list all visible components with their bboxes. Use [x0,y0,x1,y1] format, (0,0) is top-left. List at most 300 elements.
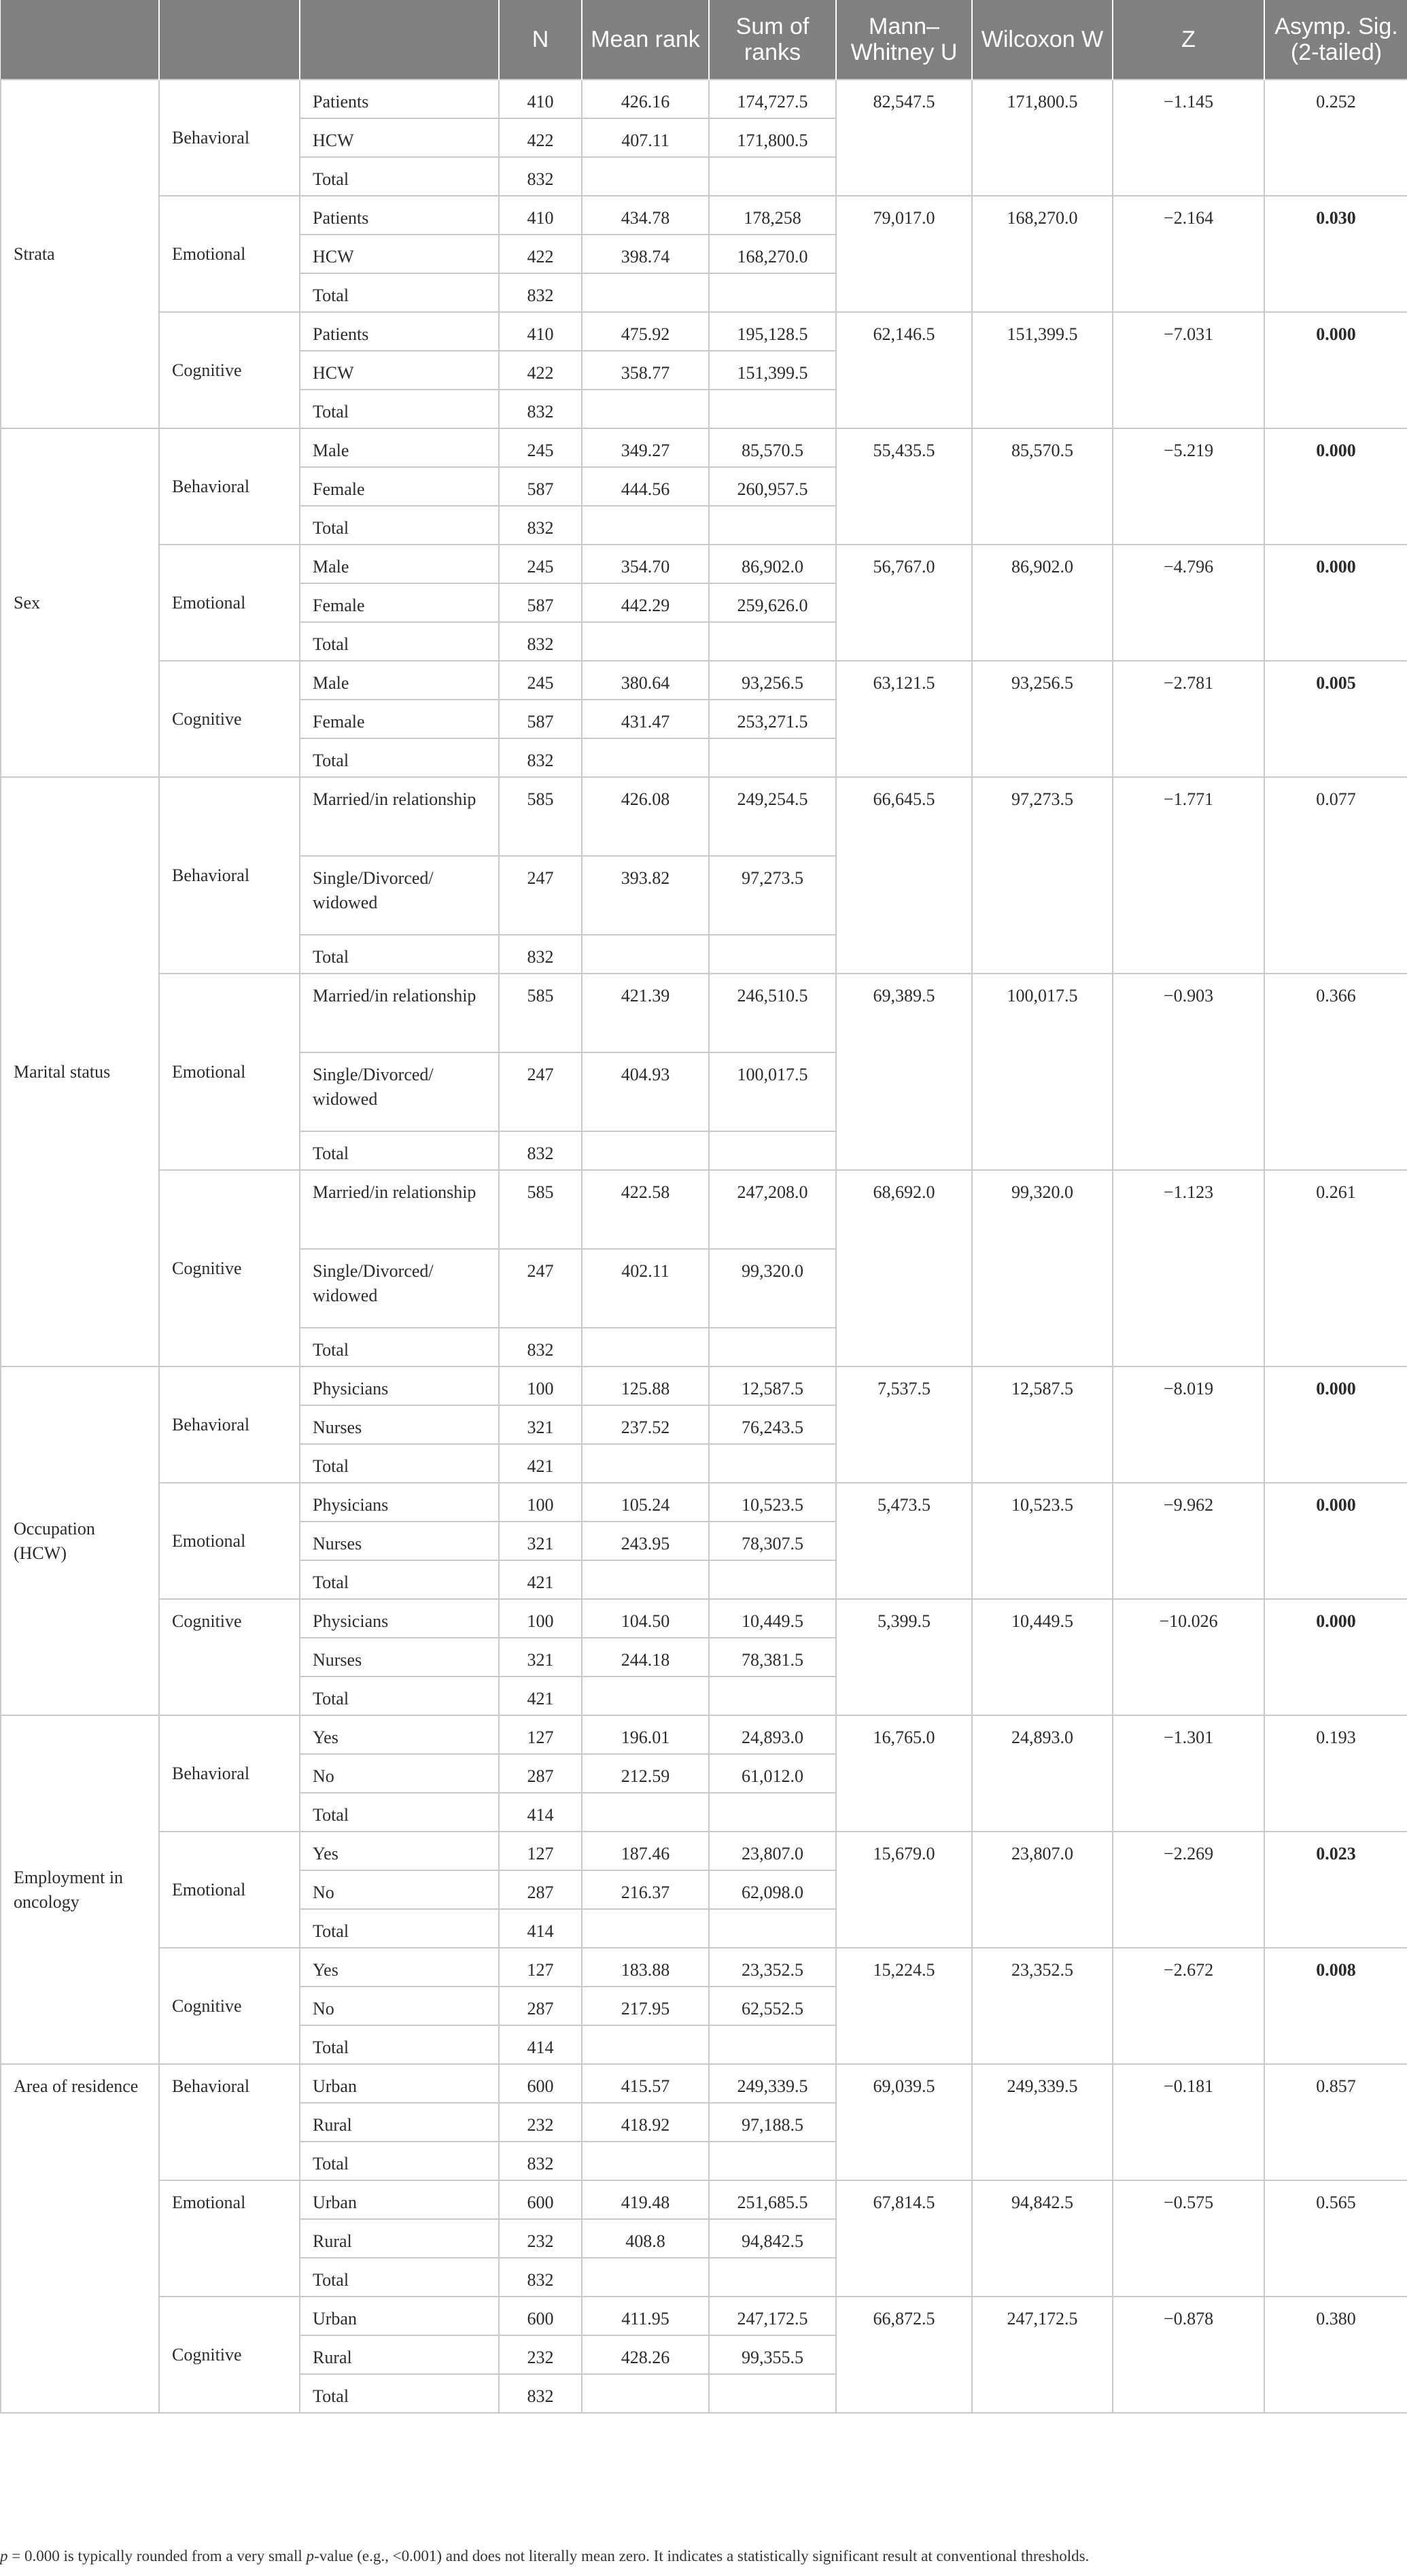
category-label: HCW [300,351,499,390]
cell-wilcoxon-w: 99,320.0 [972,1170,1113,1367]
cell-n: 422 [499,118,582,157]
cell-wilcoxon-w: 247,172.5 [972,2297,1113,2413]
cell-asymp-sig [1264,428,1407,545]
cell-mean-rank: 444.56 [582,467,709,506]
cell-asymp-sig [1264,2064,1407,2180]
table-row [1,1832,1407,1870]
cell-sum-of-ranks [709,622,836,661]
cell-n: 421 [499,1560,582,1599]
dimension-label: Cognitive [159,1948,300,2064]
cell-mean-rank [582,2374,709,2413]
cell-mean-rank: 422.58 [582,1170,709,1249]
category-label: Single/Divorced/ widowed [300,1249,499,1328]
table-row [1,974,1407,1052]
cell-n: 832 [499,2258,582,2297]
cell-wilcoxon-w: 23,352.5 [972,1948,1113,2064]
cell-n: 585 [499,777,582,856]
cell-sum-of-ranks: 62,552.5 [709,1987,836,2025]
cell-sum-of-ranks: 12,587.5 [709,1367,836,1405]
table-row [1,1599,1407,1638]
category-label: Total [300,1909,499,1948]
cell-sum-of-ranks: 168,270.0 [709,235,836,273]
cell-z: −1.771 [1113,777,1264,974]
table-row [1,777,1407,856]
cell-sum-of-ranks: 78,381.5 [709,1638,836,1677]
category-label: Single/Divorced/ widowed [300,1052,499,1131]
dimension-label: Cognitive [159,1599,300,1715]
cell-z: −0.575 [1113,2180,1264,2297]
cell-mean-rank [582,2025,709,2064]
sig-value: 0.000 [1316,324,1356,344]
cell-n: 585 [499,974,582,1052]
cell-sum-of-ranks [709,738,836,777]
cell-asymp-sig [1264,312,1407,428]
cell-mann-whitney-u: 69,389.5 [836,974,972,1170]
category-label: Rural [300,2103,499,2142]
cell-mann-whitney-u: 66,645.5 [836,777,972,974]
footnote-p-symbol-2: p [306,2547,315,2564]
cell-wilcoxon-w: 168,270.0 [972,196,1113,312]
header-n: N [499,0,582,80]
cell-sum-of-ranks: 99,320.0 [709,1249,836,1328]
cell-asymp-sig [1264,2180,1407,2297]
cell-sum-of-ranks [709,935,836,974]
cell-n: 832 [499,935,582,974]
cell-z: −1.301 [1113,1715,1264,1832]
cell-mean-rank: 411.95 [582,2297,709,2335]
dimension-label: Behavioral [159,1367,300,1483]
dimension-label: Emotional [159,974,300,1170]
cell-n: 421 [499,1677,582,1715]
dimension-label: Behavioral [159,80,300,196]
cell-mean-rank [582,1677,709,1715]
cell-wilcoxon-w: 94,842.5 [972,2180,1113,2297]
cell-n: 127 [499,1948,582,1987]
table-row [1,661,1407,700]
cell-mann-whitney-u: 79,017.0 [836,196,972,312]
cell-z: −0.878 [1113,2297,1264,2413]
cell-z: −5.219 [1113,428,1264,545]
cell-sum-of-ranks: 10,449.5 [709,1599,836,1638]
cell-n: 414 [499,1793,582,1832]
cell-sum-of-ranks: 85,570.5 [709,428,836,467]
cell-asymp-sig [1264,1832,1407,1948]
cell-sum-of-ranks: 86,902.0 [709,545,836,583]
cell-n: 287 [499,1987,582,2025]
dimension-label: Emotional [159,196,300,312]
cell-sum-of-ranks: 24,893.0 [709,1715,836,1754]
cell-mann-whitney-u: 7,537.5 [836,1367,972,1483]
group-label: Occupation (HCW) [1,1367,159,1715]
dimension-label: Emotional [159,545,300,661]
cell-wilcoxon-w: 97,273.5 [972,777,1113,974]
cell-sum-of-ranks: 251,685.5 [709,2180,836,2219]
cell-mean-rank: 380.64 [582,661,709,700]
cell-mean-rank [582,1560,709,1599]
sig-value: 0.193 [1316,1728,1356,1747]
cell-sum-of-ranks [709,1793,836,1832]
category-label: Total [300,622,499,661]
cell-n: 127 [499,1832,582,1870]
header-mann-whitney-u: Mann–Whitney U [836,0,972,80]
cell-mean-rank [582,1793,709,1832]
cell-mean-rank: 426.16 [582,80,709,118]
cell-z: −2.672 [1113,1948,1264,2064]
sig-value: 0.000 [1316,1495,1356,1515]
cell-n: 410 [499,312,582,351]
cell-mean-rank: 404.93 [582,1052,709,1131]
footnote-text-2: -value (e.g., <0.001) and does not literally mean zero. It indicates a statistically significant result at conventional thresholds. [314,2547,1090,2564]
category-label: Total [300,1328,499,1367]
cell-mean-rank: 426.08 [582,777,709,856]
cell-wilcoxon-w: 249,339.5 [972,2064,1113,2180]
sig-value: 0.261 [1316,1182,1356,1202]
cell-mean-rank: 216.37 [582,1870,709,1909]
sig-value: 0.000 [1316,441,1356,460]
cell-mean-rank: 354.70 [582,545,709,583]
table-row [1,1948,1407,1987]
cell-n: 247 [499,1249,582,1328]
cell-n: 414 [499,1909,582,1948]
table-row [1,2297,1407,2335]
header-mean-rank: Mean rank [582,0,709,80]
category-label: Nurses [300,1522,499,1560]
cell-sum-of-ranks: 61,012.0 [709,1754,836,1793]
category-label: Total [300,2374,499,2413]
cell-n: 287 [499,1754,582,1793]
cell-mean-rank: 217.95 [582,1987,709,2025]
cell-mean-rank [582,390,709,428]
cell-mean-rank: 237.52 [582,1405,709,1444]
cell-sum-of-ranks [709,390,836,428]
sig-value: 0.008 [1316,1960,1356,1980]
table-row [1,2180,1407,2219]
cell-n: 832 [499,622,582,661]
cell-mean-rank: 415.57 [582,2064,709,2103]
cell-sum-of-ranks: 174,727.5 [709,80,836,118]
table-row [1,2064,1407,2103]
sig-value: 0.857 [1316,2076,1356,2096]
cell-sum-of-ranks: 260,957.5 [709,467,836,506]
table-row [1,1715,1407,1754]
cell-n: 245 [499,545,582,583]
cell-sum-of-ranks [709,2374,836,2413]
cell-z: −2.164 [1113,196,1264,312]
cell-n: 421 [499,1444,582,1483]
table-row [1,1483,1407,1522]
cell-z: −2.781 [1113,661,1264,777]
header-blank [300,0,499,80]
cell-sum-of-ranks: 94,842.5 [709,2219,836,2258]
category-label: Total [300,273,499,312]
cell-z: −1.145 [1113,80,1264,196]
cell-n: 410 [499,196,582,235]
cell-sum-of-ranks [709,2142,836,2180]
cell-wilcoxon-w: 86,902.0 [972,545,1113,661]
cell-asymp-sig [1264,777,1407,974]
cell-asymp-sig [1264,974,1407,1170]
cell-n: 832 [499,2142,582,2180]
cell-mann-whitney-u: 5,399.5 [836,1599,972,1715]
category-label: Total [300,1444,499,1483]
footnote-text-1: = 0.000 is typically rounded from a very small [7,2547,307,2564]
cell-n: 422 [499,351,582,390]
category-label: Total [300,1560,499,1599]
cell-mean-rank: 244.18 [582,1638,709,1677]
category-label: No [300,1870,499,1909]
cell-n: 321 [499,1522,582,1560]
dimension-label: Behavioral [159,777,300,974]
category-label: Total [300,2258,499,2297]
category-label: Total [300,390,499,428]
cell-mean-rank: 419.48 [582,2180,709,2219]
cell-wilcoxon-w: 12,587.5 [972,1367,1113,1483]
sig-value: 0.077 [1316,789,1356,809]
cell-mann-whitney-u: 69,039.5 [836,2064,972,2180]
cell-sum-of-ranks [709,2258,836,2297]
category-label: Total [300,2142,499,2180]
dimension-label: Cognitive [159,312,300,428]
cell-mann-whitney-u: 56,767.0 [836,545,972,661]
cell-mean-rank [582,2142,709,2180]
cell-mean-rank: 475.92 [582,312,709,351]
category-label: Patients [300,312,499,351]
cell-mann-whitney-u: 55,435.5 [836,428,972,545]
category-label: Female [300,467,499,506]
cell-n: 414 [499,2025,582,2064]
sig-value: 0.366 [1316,986,1356,1006]
cell-mann-whitney-u: 5,473.5 [836,1483,972,1599]
cell-wilcoxon-w: 171,800.5 [972,80,1113,196]
category-label: Married/in relationship [300,974,499,1052]
cell-sum-of-ranks [709,506,836,545]
cell-mean-rank [582,1328,709,1367]
cell-mann-whitney-u: 82,547.5 [836,80,972,196]
cell-mann-whitney-u: 68,692.0 [836,1170,972,1367]
cell-z: −0.903 [1113,974,1264,1170]
cell-asymp-sig [1264,545,1407,661]
category-label: Married/in relationship [300,1170,499,1249]
category-label: Female [300,700,499,738]
cell-n: 832 [499,1328,582,1367]
cell-n: 832 [499,738,582,777]
cell-mean-rank: 358.77 [582,351,709,390]
category-label: Single/Divorced/ widowed [300,856,499,935]
cell-n: 245 [499,428,582,467]
sig-value: 0.565 [1316,2193,1356,2212]
cell-n: 832 [499,1131,582,1170]
category-label: Urban [300,2180,499,2219]
category-label: Total [300,1793,499,1832]
cell-asymp-sig [1264,2297,1407,2413]
cell-asymp-sig [1264,1948,1407,2064]
cell-z: −7.031 [1113,312,1264,428]
category-label: Total [300,935,499,974]
header-wilcoxon-w: Wilcoxon W [972,0,1113,80]
cell-mean-rank [582,738,709,777]
dimension-label: Cognitive [159,2297,300,2413]
cell-mean-rank: 402.11 [582,1249,709,1328]
category-label: Urban [300,2297,499,2335]
group-label: Strata [1,80,159,428]
cell-sum-of-ranks: 247,172.5 [709,2297,836,2335]
cell-z: −2.269 [1113,1832,1264,1948]
sig-value: 0.380 [1316,2309,1356,2329]
cell-sum-of-ranks: 23,352.5 [709,1948,836,1987]
cell-n: 587 [499,700,582,738]
category-label: Patients [300,196,499,235]
cell-mann-whitney-u: 66,872.5 [836,2297,972,2413]
category-label: Married/in relationship [300,777,499,856]
group-label: Sex [1,428,159,777]
category-label: Physicians [300,1367,499,1405]
category-label: Physicians [300,1599,499,1638]
category-label: Male [300,545,499,583]
cell-n: 422 [499,235,582,273]
cell-mann-whitney-u: 15,679.0 [836,1832,972,1948]
cell-n: 832 [499,506,582,545]
cell-asymp-sig [1264,80,1407,196]
cell-sum-of-ranks [709,1328,836,1367]
cell-asymp-sig [1264,1170,1407,1367]
group-label: Area of residence [1,2064,159,2413]
cell-sum-of-ranks: 78,307.5 [709,1522,836,1560]
category-label: HCW [300,235,499,273]
cell-mean-rank [582,1909,709,1948]
category-label: Total [300,2025,499,2064]
cell-asymp-sig [1264,1367,1407,1483]
cell-sum-of-ranks: 100,017.5 [709,1052,836,1131]
cell-wilcoxon-w: 93,256.5 [972,661,1113,777]
sig-value: 0.000 [1316,557,1356,577]
category-label: Female [300,583,499,622]
cell-mean-rank: 243.95 [582,1522,709,1560]
cell-sum-of-ranks [709,1560,836,1599]
table-row [1,80,1407,118]
cell-mann-whitney-u: 67,814.5 [836,2180,972,2297]
cell-n: 245 [499,661,582,700]
category-label: Yes [300,1832,499,1870]
category-label: Nurses [300,1638,499,1677]
cell-mann-whitney-u: 15,224.5 [836,1948,972,2064]
cell-n: 247 [499,1052,582,1131]
category-label: Male [300,661,499,700]
dimension-label: Emotional [159,2180,300,2297]
cell-sum-of-ranks [709,157,836,196]
cell-n: 100 [499,1367,582,1405]
dimension-label: Cognitive [159,661,300,777]
cell-sum-of-ranks: 253,271.5 [709,700,836,738]
category-label: Rural [300,2335,499,2374]
dimension-label: Emotional [159,1832,300,1948]
dimension-label: Behavioral [159,2064,300,2180]
cell-n: 832 [499,157,582,196]
cell-mean-rank [582,506,709,545]
cell-wilcoxon-w: 24,893.0 [972,1715,1113,1832]
cell-wilcoxon-w: 23,807.0 [972,1832,1113,1948]
cell-sum-of-ranks: 97,188.5 [709,2103,836,2142]
category-label: Patients [300,80,499,118]
sig-value: 0.000 [1316,1379,1356,1398]
cell-n: 832 [499,390,582,428]
cell-sum-of-ranks [709,2025,836,2064]
category-label: Total [300,1677,499,1715]
cell-n: 100 [499,1599,582,1638]
cell-z: −10.026 [1113,1599,1264,1715]
cell-mean-rank: 125.88 [582,1367,709,1405]
cell-n: 600 [499,2180,582,2219]
cell-n: 232 [499,2103,582,2142]
cell-mean-rank [582,157,709,196]
table-row [1,1367,1407,1405]
category-label: Yes [300,1715,499,1754]
cell-n: 232 [499,2219,582,2258]
cell-mean-rank: 183.88 [582,1948,709,1987]
cell-sum-of-ranks: 249,254.5 [709,777,836,856]
cell-n: 587 [499,467,582,506]
table-row [1,545,1407,583]
dimension-label: Behavioral [159,428,300,545]
cell-wilcoxon-w: 151,399.5 [972,312,1113,428]
cell-asymp-sig [1264,1599,1407,1715]
cell-sum-of-ranks: 23,807.0 [709,1832,836,1870]
group-label: Marital status [1,777,159,1367]
header-z: Z [1113,0,1264,80]
group-label: Employment in oncology [1,1715,159,2064]
cell-asymp-sig [1264,661,1407,777]
cell-n: 127 [499,1715,582,1754]
category-label: HCW [300,118,499,157]
category-label: Yes [300,1948,499,1987]
sig-value: 0.252 [1316,92,1356,111]
cell-sum-of-ranks: 247,208.0 [709,1170,836,1249]
category-label: No [300,1754,499,1793]
cell-mean-rank: 408.8 [582,2219,709,2258]
cell-sum-of-ranks: 195,128.5 [709,312,836,351]
cell-z: −0.181 [1113,2064,1264,2180]
cell-mean-rank: 212.59 [582,1754,709,1793]
cell-n: 600 [499,2064,582,2103]
category-label: No [300,1987,499,2025]
cell-n: 832 [499,273,582,312]
cell-mean-rank: 187.46 [582,1832,709,1870]
category-label: Total [300,1131,499,1170]
header-asymp-sig: Asymp. Sig. (2-tailed) [1264,0,1407,80]
cell-n: 247 [499,856,582,935]
cell-mean-rank: 104.50 [582,1599,709,1638]
cell-n: 321 [499,1638,582,1677]
cell-z: −1.123 [1113,1170,1264,1367]
cell-sum-of-ranks [709,1909,836,1948]
cell-wilcoxon-w: 10,449.5 [972,1599,1113,1715]
cell-sum-of-ranks [709,1131,836,1170]
cell-sum-of-ranks: 171,800.5 [709,118,836,157]
cell-n: 600 [499,2297,582,2335]
cell-mean-rank: 428.26 [582,2335,709,2374]
cell-mean-rank: 393.82 [582,856,709,935]
cell-asymp-sig [1264,196,1407,312]
footnote-p-symbol: p [0,2547,8,2564]
cell-wilcoxon-w: 10,523.5 [972,1483,1113,1599]
cell-sum-of-ranks: 246,510.5 [709,974,836,1052]
dimension-label: Cognitive [159,1170,300,1367]
cell-mann-whitney-u: 63,121.5 [836,661,972,777]
dimension-label: Emotional [159,1483,300,1599]
category-label: Urban [300,2064,499,2103]
header-row [1,0,1407,80]
cell-z: −4.796 [1113,545,1264,661]
sig-value: 0.005 [1316,673,1356,693]
